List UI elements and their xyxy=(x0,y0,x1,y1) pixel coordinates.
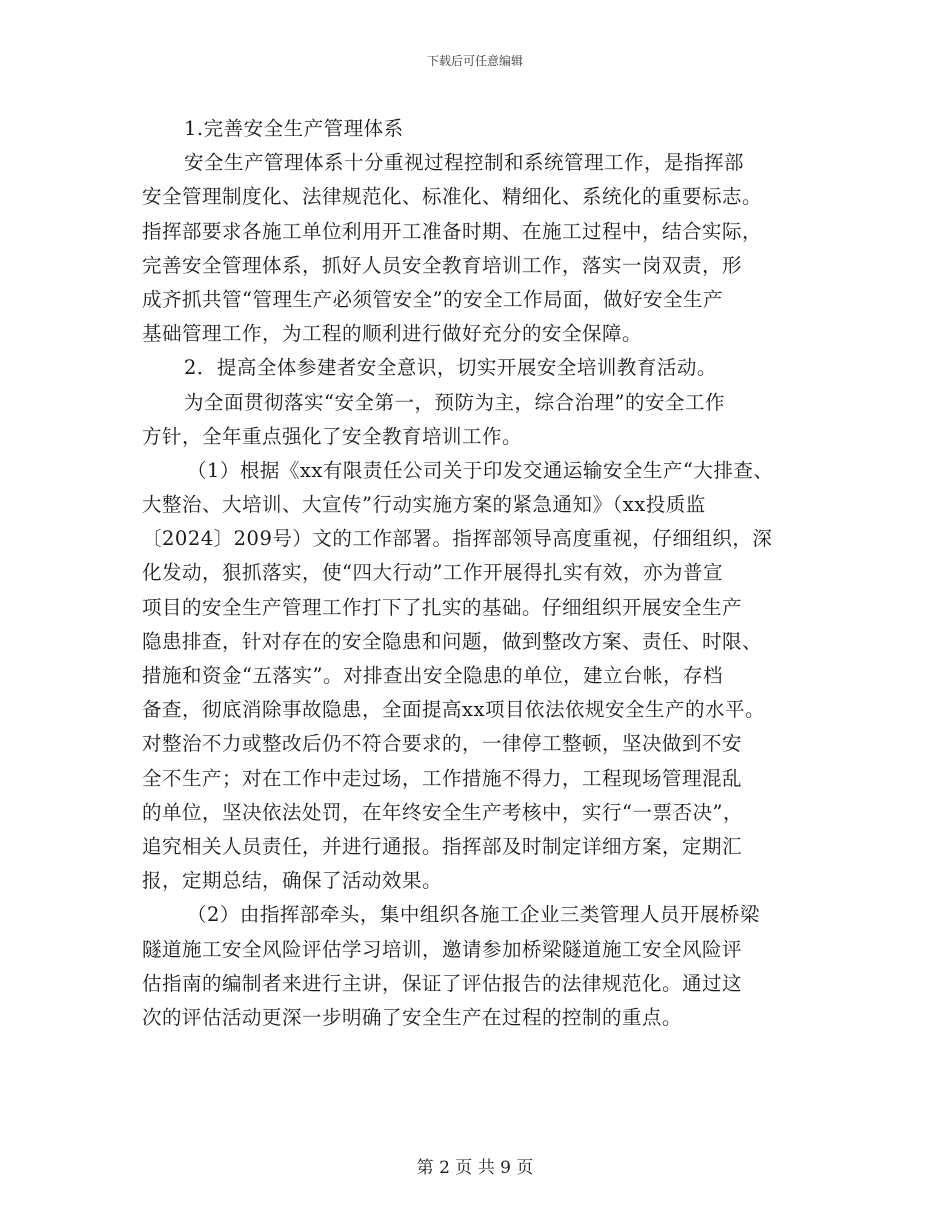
paragraph-line: 估指南的编制者来进行主讲，保证了评估报告的法律规范化。通过这 xyxy=(142,971,743,995)
paragraph-line: 对整治不力或整改后仍不符合要求的，一律停工整顿，坚决做到不安 xyxy=(142,732,743,756)
paragraph-line: （2）由指挥部牵头，集中组织各施工企业三类管理人员开展桥梁 xyxy=(187,903,760,927)
paragraph-line: （1）根据《xx有限责任公司关于印发交通运输安全生产“大排查、 xyxy=(187,458,774,482)
page-footer: 第 2 页 共 9 页 xyxy=(416,1158,534,1178)
paragraph-line: 基础管理工作，为工程的顺利进行做好充分的安全保障。 xyxy=(142,322,643,346)
paragraph-line: 指挥部要求各施工单位利用开工准备时期、在施工过程中，结合实际， xyxy=(142,219,763,243)
paragraph-line: 的单位，坚决依法处罚，在年终安全生产考核中，实行“一票否决”， xyxy=(142,800,743,824)
paragraph-line: 次的评估活动更深一步明确了安全生产在过程的控制的重点。 xyxy=(142,1005,683,1029)
document-body xyxy=(142,112,814,1035)
paragraph-line: 隧道施工安全风险评估学习培训，邀请参加桥梁隧道施工安全风险评 xyxy=(142,937,743,961)
section-heading-2: 2．提高全体参建者安全意识，切实开展安全培训教育活动。 xyxy=(184,356,717,380)
paragraph-line: 报，定期总结，确保了活动效果。 xyxy=(142,869,443,893)
paragraph-line: 方针，全年重点强化了安全教育培训工作。 xyxy=(142,424,523,448)
paragraph-line: 成齐抓共管“管理生产必须管安全”的安全工作局面，做好安全生产 xyxy=(142,287,723,311)
paragraph-line: 追究相关人员责任，并进行通报。指挥部及时制定详细方案，定期汇 xyxy=(142,834,743,858)
paragraph-line: 完善安全管理体系，抓好人员安全教育培训工作，落实一岗双责，形 xyxy=(142,253,743,277)
paragraph-line: 备查，彻底消除事故隐患，全面提高xx项目依法依规安全生产的水平。 xyxy=(142,698,765,722)
paragraph-line: 大整治、大培训、大宣传”行动实施方案的紧急通知》（xx投质监 xyxy=(142,493,706,517)
paragraph-line: 项目的安全生产管理工作打下了扎实的基础。仔细组织开展安全生产 xyxy=(142,595,743,619)
paragraph-line: 〔2024〕209号）文的工作部署。指挥部领导高度重视，仔细组织，深 xyxy=(142,527,773,551)
paragraph-line: 全不生产；对在工作中走过场，工作措施不得力，工程现场管理混乱 xyxy=(142,766,743,790)
paragraph-line: 安全生产管理体系十分重视过程控制和系统管理工作，是指挥部 xyxy=(184,151,745,175)
paragraph-line: 隐患排查，针对存在的安全隐患和问题，做到整改方案、责任、时限、 xyxy=(142,629,763,653)
paragraph-line: 安全管理制度化、法律规范化、标准化、精细化、系统化的重要标志。 xyxy=(142,185,763,209)
section-heading-1: 1.完善安全生产管理体系 xyxy=(184,117,404,140)
paragraph-line: 为全面贯彻落实“安全第一，预防为主，综合治理”的安全工作 xyxy=(184,390,725,414)
paragraph-line: 化发动，狠抓落实，使“四大行动”工作开展得扎实有效，亦为普宣 xyxy=(142,561,723,585)
paragraph-line: 措施和资金“五落实”。对排查出安全隐患的单位，建立台帐，存档 xyxy=(142,664,723,687)
page-header: 下载后可任意编辑 xyxy=(426,54,523,68)
